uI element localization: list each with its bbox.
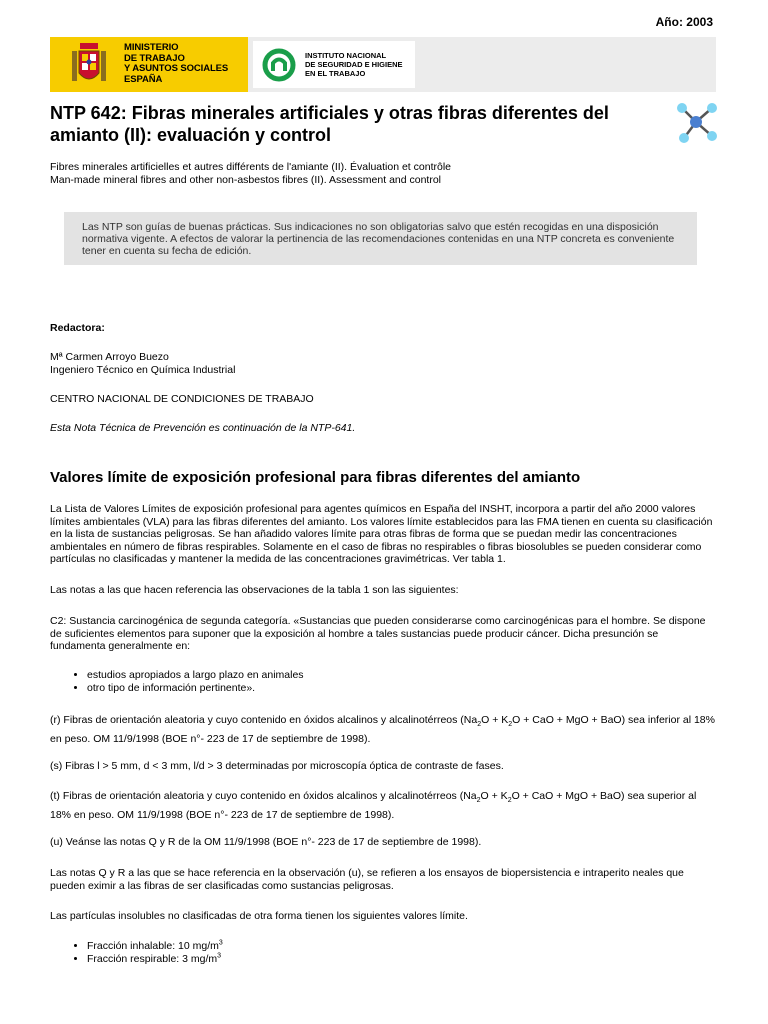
subtitle-fr: Fibres minerales artificielles et autres différents de l'amiante (II). Évaluation et contrôle <box>50 161 451 173</box>
subtitle-en: Man-made mineral fibres and other non-asbestos fibres (II). Assessment and control <box>50 174 442 186</box>
list-item: • Fracción inhalable: 10 $mg/m^3$ <box>87 940 223 953</box>
header-logos <box>50 37 716 92</box>
note-r: (r) Fibras de orientación aleatoria y cuyo contenido en óxidos alcalinos y alcalinotérreos ($Na_2O + K_2O$ + CaO + MgO + BaO) sea inferior al 18% en peso. OM 11/9/1998 (BOE n°- 223 de 17 de septiembre de 1998). <box>50 714 715 745</box>
insht-logo <box>253 41 415 88</box>
paragraph-4: Las notas Q y R a las que se hace referencia en la observación (u), se refieren a los ensayos de biopersistencia e intraperito neales que pueden eximir a las fibras de ser clasificadas como sustancias peligrosas. <box>50 867 684 892</box>
bullet-list-limits <box>50 940 223 965</box>
note-s: (s) Fibras l > 5 mm, d < 3 mm, l/d > 3 determinadas por microscopía óptica de contraste de fases. <box>50 760 504 772</box>
list-item: • Fracción respirable: 3 $mg/m^3$ <box>87 953 223 966</box>
paragraph-3: C2: Sustancia carcinogénica de segunda categoría. «Sustancias que pueden considerarse como carcinogénicas para el hombre. Se dispone de suficientes elementos para suponer que la exposición al hombre a tales sustancias puede producir cáncer. Dicha presunción se fundamenta generalmente en: <box>50 615 706 652</box>
paragraph-2: Las notas a las que hacen referencia las observaciones de la tabla 1 son las siguientes: <box>50 584 459 596</box>
ministry-name: MINISTERIO DE TRABAJO Y ASUNTOS SOCIALES ESPAÑA <box>124 42 229 85</box>
institute-name: INSTITUTO NACIONAL DE SEGURIDAD E HIGIENE EN EL TRABAJO <box>305 51 403 78</box>
paragraph-5: Las partículas insolubles no clasificadas de otra forma tienen los siguientes valores límite. <box>50 910 468 922</box>
insht-emblem-icon <box>261 47 297 83</box>
author-name: Mª Carmen Arroyo Buezo <box>50 351 169 363</box>
molecule-icon <box>674 100 720 148</box>
continuation-note: Esta Nota Técnica de Prevención es continuación de la NTP-641. <box>50 422 356 434</box>
bullet-list-criteria <box>50 669 304 694</box>
translated-subtitles <box>50 161 451 187</box>
list-item: • estudios apropiados a largo plazo en animales <box>87 669 304 682</box>
note-u: (u) Veánse las notas Q y R de la OM 11/9/1998 (BOE n°- 223 de 17 de septiembre de 1998). <box>50 836 482 848</box>
note-t: (t) Fibras de orientación aleatoria y cuyo contenido en óxidos alcalinos y alcalinotérreos ($Na_2O + K_2O$ + CaO + MgO + BaO) sea superior al 18% en peso. OM 11/9/1998 (BOE n°- 223 de 17 de septiembre de 1998). <box>50 790 697 821</box>
ministry-logo <box>50 37 248 92</box>
notice-box <box>64 212 697 265</box>
page-title: NTP 642: Fibras minerales artificiales y otras fibras diferentes del amianto (II): evaluación y control <box>50 103 609 145</box>
author-role: Ingeniero Técnico en Química Industrial <box>50 364 236 376</box>
section-heading: Valores límite de exposición profesional para fibras diferentes del amianto <box>50 469 581 486</box>
list-item: • otro tipo de información pertinente». <box>87 682 304 695</box>
coat-of-arms-icon <box>68 41 110 89</box>
author-label: Redactora: <box>50 322 105 334</box>
year-label: Año: 2003 <box>655 15 713 29</box>
paragraph-1: La Lista de Valores Límites de exposición profesional para agentes químicos en España del INSHT, incorpora a partir del año 2000 valores límites ambientales (VLA) para las fibras diferentes del amianto. Los valores límite establecidos para las FMA tienen en cuenta su clasificación en la lista de sustancias peligrosas. Se han añadido valores límite para otras fibras de forma que se puedan medir las concentraciones ambientales en número de fibras respirables. Solamente en el caso de fibras no respirables o fibras biosolubles se pueden considerar como partículas no clasificadas y mantener la medida de las concentraciones gravimétricas. Ver tabla 1. <box>50 503 713 565</box>
notice-text: Las NTP son guías de buenas prácticas. Sus indicaciones no son obligatorias salvo que estén recogidas en una disposición normativa vigente. A efectos de valorar la pertinencia de las recomendaciones contenidas en una NTP concreta es conveniente tener en cuenta su fecha de edición. <box>82 221 675 257</box>
center-name: CENTRO NACIONAL DE CONDICIONES DE TRABAJO <box>50 393 314 405</box>
